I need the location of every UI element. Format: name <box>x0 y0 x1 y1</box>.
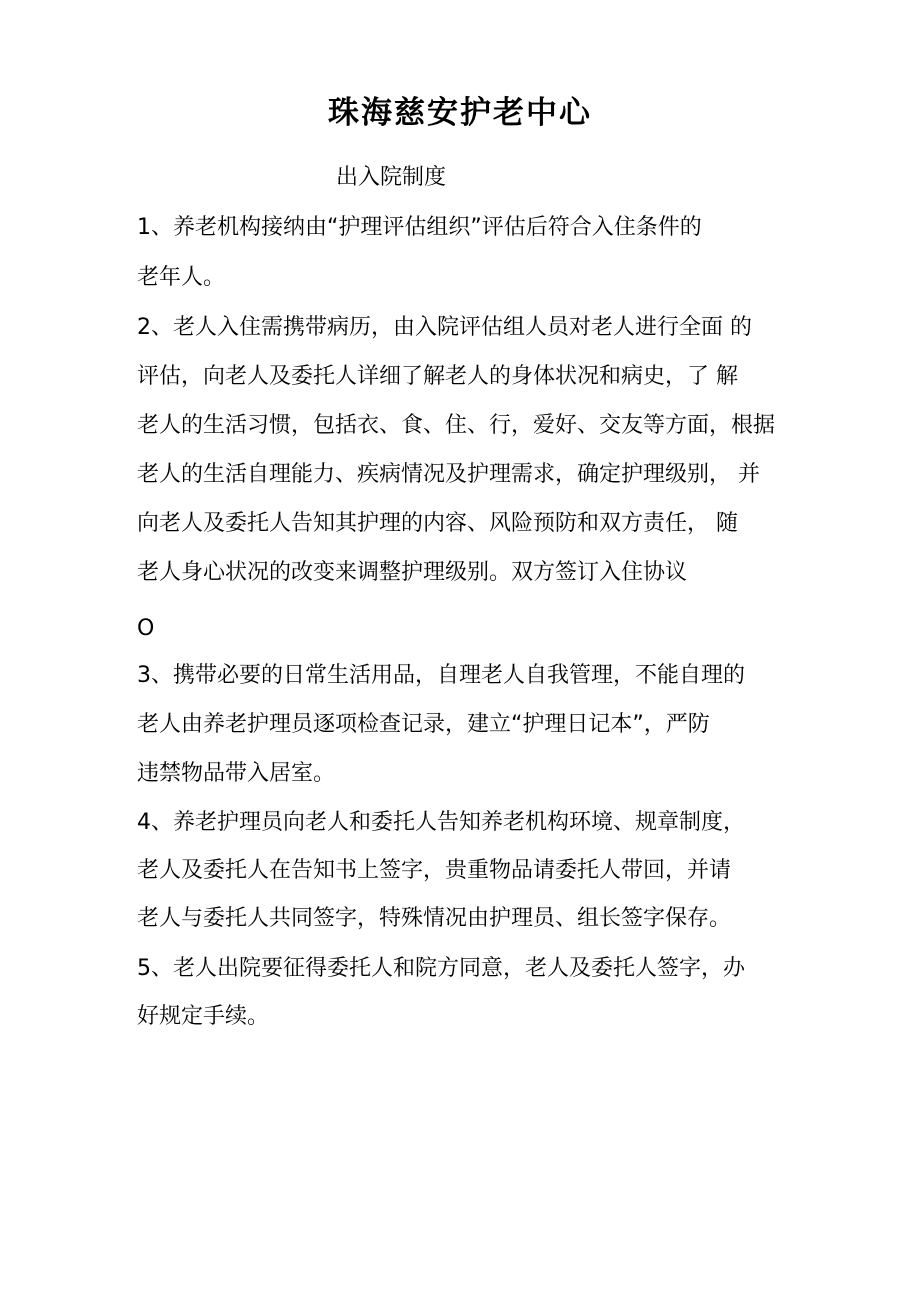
body-line: 1、养老机构接纳由“护理评估组织”评估后符合入住条件的 <box>137 215 702 240</box>
body-line: 老年人。 <box>137 265 226 290</box>
body-line: 违禁物品带入居室。 <box>137 761 336 786</box>
document-title: 珠海慈安护老中心 <box>328 95 592 131</box>
body-line: 向老人及委托人告知其护理的内容、风险预防和双方责任， 随 <box>137 511 738 536</box>
body-line: 老人及委托人在告知书上签字，贵重物品请委托人带回，并请 <box>137 858 732 883</box>
body-line: O <box>137 616 155 641</box>
body-line: 老人由养老护理员逐项检查记录，建立“护理日记本”，严防 <box>137 712 710 737</box>
body-line: 老人的生活习惯，包括衣、食、住、行，爱好、交友等方面，根据 <box>137 413 776 438</box>
body-line: 老人身心状况的改变来调整护理级别。双方签订入住协议 <box>137 560 688 585</box>
body-line: 老人的生活自理能力、疾病情况及护理需求，确定护理级别， 并 <box>137 462 760 487</box>
body-line: 3、携带必要的日常生活用品，自理老人自我管理，不能自理的 <box>137 663 745 688</box>
document-subtitle: 出入院制度 <box>336 165 447 190</box>
body-line: 5、老人出院要征得委托人和院方同意，老人及委托人签字，办 <box>137 956 745 981</box>
body-line: 2、老人入住需携带病历，由入院评估组人员对老人进行全面 的 <box>137 315 752 340</box>
body-line: 老人与委托人共同签字，特殊情况由护理员、组长签字保存。 <box>137 906 732 931</box>
body-line: 评估，向老人及委托人详细了解老人的身体状况和病史，了 解 <box>137 364 738 389</box>
body-line: 4、养老护理员向老人和委托人告知养老机构环境、规章制度， <box>137 810 745 835</box>
body-line: 好规定手续。 <box>137 1004 270 1029</box>
